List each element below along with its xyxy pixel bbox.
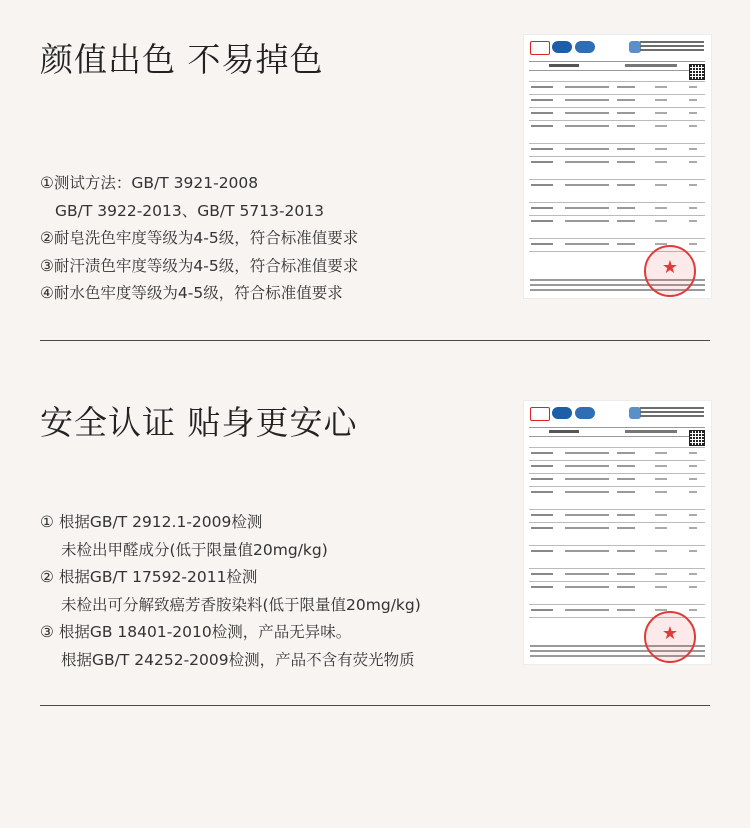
red-seal-stamp-icon: ★ [644,245,696,297]
qr-code-icon [689,430,705,446]
test-line: 未检出可分解致癌芳香胺染料(低于限量值20mg/kg) [61,595,421,614]
report-header [529,61,705,71]
report-header [529,427,705,437]
test-results-list [40,170,358,308]
report-table [529,447,705,618]
colorfastness-section [0,0,750,340]
section-title: 颜值出色 不易掉色 [40,40,324,79]
test-line: ④耐水色牢度等级为4-5级，符合标准值要求 [40,284,343,302]
cnas-logo-icon [575,41,595,53]
cnas-logo-icon [552,407,572,419]
test-line: ③耐汗渍色牢度等级为4-5级，符合标准值要求 [40,256,359,275]
test-line: ② 根据GB/T 17592-2011检测 [40,568,258,586]
divider [40,705,710,706]
cma-logo-icon [530,407,550,421]
org-name [640,41,704,53]
qr-code-icon [689,64,705,80]
test-report-image [523,400,712,665]
cnas-logo-icon [552,41,572,53]
cma-logo-icon [530,41,550,55]
report-table [529,81,705,252]
test-report-image [523,34,712,299]
test-line: ①测试方法：GB/T 3921-2008 [40,174,259,192]
cnas-logo-icon [575,407,595,419]
test-results-list [40,509,421,674]
safety-certification-section [0,341,750,706]
red-seal-stamp-icon: ★ [644,611,696,663]
test-line: 根据GB/T 24252-2009检测，产品不含有荧光物质 [61,650,415,669]
test-line: 未检出甲醛成分(低于限量值20mg/kg) [61,540,328,559]
org-name [640,407,704,419]
test-line: ③ 根据GB 18401-2010检测，产品无异味。 [40,623,352,641]
test-line: ②耐皂洗色牢度等级为4-5级，符合标准值要求 [40,229,359,247]
test-line: GB/T 3922-2013、GB/T 5713-2013 [55,201,324,220]
test-line: ① 根据GB/T 2912.1-2009检测 [40,513,263,531]
section-title: 安全认证 贴身更安心 [40,403,358,442]
